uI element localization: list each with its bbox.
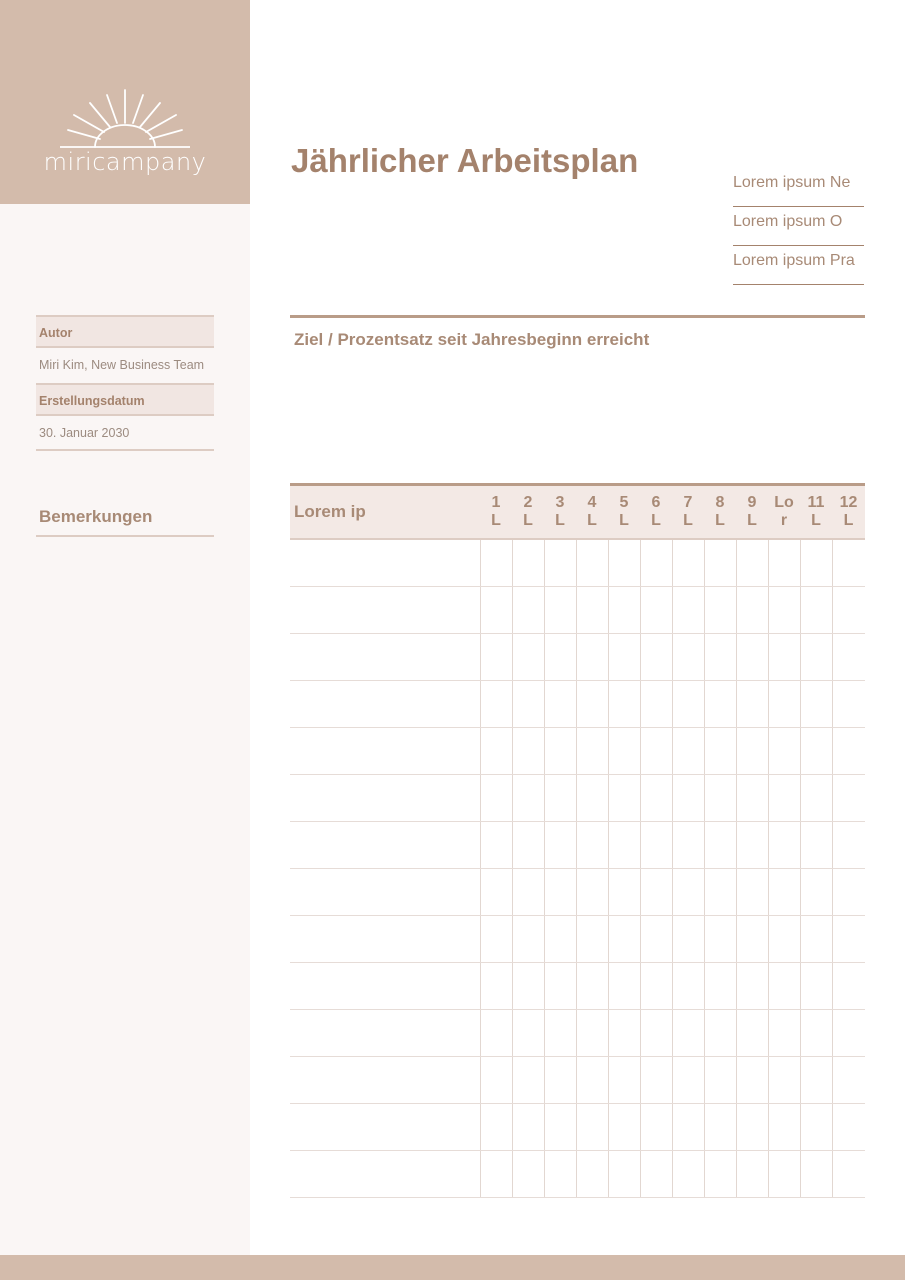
month-cell[interactable] xyxy=(768,775,800,822)
month-cell[interactable] xyxy=(512,822,544,869)
month-cell[interactable] xyxy=(768,963,800,1010)
month-cell[interactable] xyxy=(576,869,608,916)
author-label: Autor xyxy=(36,315,214,348)
month-cell[interactable] xyxy=(800,869,832,916)
month-cell[interactable] xyxy=(512,587,544,634)
month-cell[interactable] xyxy=(800,916,832,963)
month-cell[interactable] xyxy=(832,916,865,963)
task-cell[interactable] xyxy=(290,634,480,681)
month-cell[interactable] xyxy=(736,775,768,822)
month-label-suffix: r xyxy=(780,512,788,529)
month-cell[interactable] xyxy=(608,1010,640,1057)
month-cell[interactable] xyxy=(768,539,800,587)
month-cell[interactable] xyxy=(576,775,608,822)
task-cell[interactable] xyxy=(290,587,480,634)
month-cell[interactable] xyxy=(608,1151,640,1198)
month-cell[interactable] xyxy=(512,728,544,775)
month-cell[interactable] xyxy=(608,587,640,634)
month-cell[interactable] xyxy=(576,587,608,634)
month-cell[interactable] xyxy=(640,681,672,728)
month-cell[interactable] xyxy=(704,963,736,1010)
month-cell[interactable] xyxy=(832,1010,865,1057)
task-cell[interactable] xyxy=(290,1151,480,1198)
task-cell[interactable] xyxy=(290,1010,480,1057)
month-cell[interactable] xyxy=(704,634,736,681)
sunrise-icon xyxy=(60,85,190,150)
month-label-suffix: L xyxy=(683,512,693,529)
plan-table xyxy=(290,483,865,1198)
logo-text: miricampany xyxy=(43,148,207,176)
month-cell[interactable] xyxy=(576,728,608,775)
month-label: 3 xyxy=(555,494,565,511)
column-header-month xyxy=(544,485,576,540)
month-cell[interactable] xyxy=(672,681,704,728)
task-cell[interactable] xyxy=(290,539,480,587)
month-cell[interactable] xyxy=(672,775,704,822)
month-cell[interactable] xyxy=(736,1010,768,1057)
month-cell[interactable] xyxy=(640,963,672,1010)
month-cell[interactable] xyxy=(736,634,768,681)
month-cell[interactable] xyxy=(544,634,576,681)
table-row xyxy=(290,587,865,634)
month-cell[interactable] xyxy=(480,1057,512,1104)
month-cell[interactable] xyxy=(704,1010,736,1057)
month-cell[interactable] xyxy=(704,728,736,775)
month-cell[interactable] xyxy=(480,634,512,681)
month-cell[interactable] xyxy=(640,1151,672,1198)
month-label: 6 xyxy=(651,494,661,511)
month-cell[interactable] xyxy=(576,1151,608,1198)
month-label: 5 xyxy=(619,494,629,511)
month-cell[interactable] xyxy=(800,587,832,634)
month-cell[interactable] xyxy=(704,539,736,587)
month-cell[interactable] xyxy=(640,539,672,587)
month-cell[interactable] xyxy=(608,728,640,775)
goal-heading: Ziel / Prozentsatz seit Jahresbeginn erreicht xyxy=(294,330,650,349)
month-cell[interactable] xyxy=(832,1104,865,1151)
month-cell[interactable] xyxy=(736,681,768,728)
month-cell[interactable] xyxy=(608,681,640,728)
month-cell[interactable] xyxy=(544,916,576,963)
table-header-row xyxy=(290,485,865,540)
table-row xyxy=(290,1151,865,1198)
month-cell[interactable] xyxy=(768,822,800,869)
month-cell[interactable] xyxy=(832,539,865,587)
month-cell[interactable] xyxy=(640,1057,672,1104)
month-label: 4 xyxy=(587,494,597,511)
month-cell[interactable] xyxy=(768,1010,800,1057)
month-cell[interactable] xyxy=(608,1104,640,1151)
month-cell[interactable] xyxy=(480,822,512,869)
author-block xyxy=(36,315,214,451)
month-cell[interactable] xyxy=(608,963,640,1010)
month-cell[interactable] xyxy=(768,1057,800,1104)
month-cell[interactable] xyxy=(544,822,576,869)
month-cell[interactable] xyxy=(800,822,832,869)
month-cell[interactable] xyxy=(672,1057,704,1104)
month-cell[interactable] xyxy=(480,1010,512,1057)
month-cell[interactable] xyxy=(512,1010,544,1057)
month-cell[interactable] xyxy=(672,728,704,775)
page-title: Jährlicher Arbeitsplan xyxy=(291,142,639,179)
month-cell[interactable] xyxy=(800,775,832,822)
month-cell[interactable] xyxy=(480,963,512,1010)
month-cell[interactable] xyxy=(672,869,704,916)
month-cell[interactable] xyxy=(672,963,704,1010)
month-cell[interactable] xyxy=(800,1057,832,1104)
month-cell[interactable] xyxy=(832,587,865,634)
month-cell[interactable] xyxy=(576,1057,608,1104)
month-cell[interactable] xyxy=(704,1057,736,1104)
month-cell[interactable] xyxy=(736,539,768,587)
month-cell[interactable] xyxy=(768,869,800,916)
month-cell[interactable] xyxy=(736,963,768,1010)
table-row xyxy=(290,963,865,1010)
month-cell[interactable] xyxy=(704,681,736,728)
month-cell[interactable] xyxy=(832,822,865,869)
month-cell[interactable] xyxy=(704,822,736,869)
table-row xyxy=(290,916,865,963)
footer-bar xyxy=(0,1255,905,1280)
divider xyxy=(290,315,865,318)
month-label: 12 xyxy=(839,494,858,511)
month-cell[interactable] xyxy=(832,728,865,775)
task-cell[interactable] xyxy=(290,869,480,916)
month-label-suffix: L xyxy=(843,512,854,529)
month-cell[interactable] xyxy=(704,1151,736,1198)
meta-field-1: Lorem ipsum Ne xyxy=(733,168,864,207)
month-cell[interactable] xyxy=(800,539,832,587)
month-cell[interactable] xyxy=(576,634,608,681)
table-row xyxy=(290,634,865,681)
month-cell[interactable] xyxy=(608,822,640,869)
task-cell[interactable] xyxy=(290,728,480,775)
month-cell[interactable] xyxy=(608,539,640,587)
column-header-month xyxy=(480,485,512,540)
month-cell[interactable] xyxy=(512,681,544,728)
month-cell[interactable] xyxy=(672,634,704,681)
month-cell[interactable] xyxy=(800,1151,832,1198)
month-cell[interactable] xyxy=(768,681,800,728)
month-cell[interactable] xyxy=(672,1104,704,1151)
month-cell[interactable] xyxy=(576,539,608,587)
month-cell[interactable] xyxy=(800,681,832,728)
month-cell[interactable] xyxy=(640,634,672,681)
table-row xyxy=(290,1057,865,1104)
column-header-month xyxy=(672,485,704,540)
month-cell[interactable] xyxy=(832,1151,865,1198)
month-cell[interactable] xyxy=(736,1151,768,1198)
month-cell[interactable] xyxy=(512,775,544,822)
month-cell[interactable] xyxy=(480,916,512,963)
month-label-suffix: L xyxy=(651,512,661,529)
month-label-suffix: L xyxy=(811,512,821,529)
table-row xyxy=(290,775,865,822)
month-cell[interactable] xyxy=(640,916,672,963)
month-cell[interactable] xyxy=(672,1151,704,1198)
month-cell[interactable] xyxy=(544,728,576,775)
month-cell[interactable] xyxy=(608,634,640,681)
month-cell[interactable] xyxy=(608,916,640,963)
month-cell[interactable] xyxy=(768,587,800,634)
month-cell[interactable] xyxy=(672,822,704,869)
month-cell[interactable] xyxy=(640,1010,672,1057)
month-cell[interactable] xyxy=(480,587,512,634)
date-label: Erstellungsdatum xyxy=(36,383,214,416)
date-value: 30. Januar 2030 xyxy=(36,416,214,451)
column-header-name: Lorem ip xyxy=(290,485,480,540)
month-cell[interactable] xyxy=(832,869,865,916)
month-cell[interactable] xyxy=(544,539,576,587)
column-header-month xyxy=(576,485,608,540)
month-label: 8 xyxy=(715,494,725,511)
month-cell[interactable] xyxy=(512,916,544,963)
month-cell[interactable] xyxy=(544,587,576,634)
month-label: Lo xyxy=(774,494,794,511)
task-cell[interactable] xyxy=(290,1104,480,1151)
table-row xyxy=(290,728,865,775)
month-cell[interactable] xyxy=(512,1151,544,1198)
column-header-month xyxy=(608,485,640,540)
month-cell[interactable] xyxy=(800,1104,832,1151)
month-cell[interactable] xyxy=(512,634,544,681)
month-cell[interactable] xyxy=(736,587,768,634)
task-cell[interactable] xyxy=(290,681,480,728)
month-cell[interactable] xyxy=(480,869,512,916)
month-label: 11 xyxy=(807,494,825,511)
month-cell[interactable] xyxy=(544,869,576,916)
month-cell[interactable] xyxy=(608,775,640,822)
month-cell[interactable] xyxy=(480,539,512,587)
task-cell[interactable] xyxy=(290,775,480,822)
month-cell[interactable] xyxy=(544,775,576,822)
month-cell[interactable] xyxy=(768,728,800,775)
month-cell[interactable] xyxy=(672,587,704,634)
month-cell[interactable] xyxy=(544,1057,576,1104)
month-cell[interactable] xyxy=(512,1104,544,1151)
table-row xyxy=(290,1010,865,1057)
month-cell[interactable] xyxy=(544,681,576,728)
month-cell[interactable] xyxy=(544,1151,576,1198)
logo xyxy=(0,0,250,204)
meta-field-2: Lorem ipsum O xyxy=(733,207,864,246)
column-header-month xyxy=(832,485,865,540)
month-cell[interactable] xyxy=(512,539,544,587)
month-cell[interactable] xyxy=(608,1057,640,1104)
month-cell[interactable] xyxy=(544,1104,576,1151)
month-cell[interactable] xyxy=(640,728,672,775)
month-label-suffix: L xyxy=(747,512,757,529)
month-cell[interactable] xyxy=(736,728,768,775)
month-cell[interactable] xyxy=(640,1104,672,1151)
month-label-suffix: L xyxy=(523,512,533,529)
month-cell[interactable] xyxy=(480,775,512,822)
month-cell[interactable] xyxy=(640,775,672,822)
month-cell[interactable] xyxy=(480,728,512,775)
month-cell[interactable] xyxy=(672,1010,704,1057)
author-value: Miri Kim, New Business Team xyxy=(39,358,205,372)
column-header-month xyxy=(768,485,800,540)
month-cell[interactable] xyxy=(480,1151,512,1198)
task-cell[interactable] xyxy=(290,916,480,963)
month-cell[interactable] xyxy=(768,916,800,963)
meta-field-3: Lorem ipsum Pra xyxy=(733,246,864,285)
month-cell[interactable] xyxy=(736,916,768,963)
month-cell[interactable] xyxy=(704,916,736,963)
month-label-suffix: L xyxy=(555,512,565,529)
month-cell[interactable] xyxy=(480,681,512,728)
table-row xyxy=(290,681,865,728)
month-cell[interactable] xyxy=(704,587,736,634)
month-label-suffix: L xyxy=(715,512,725,529)
month-cell[interactable] xyxy=(736,822,768,869)
column-header-month xyxy=(736,485,768,540)
month-cell[interactable] xyxy=(736,1104,768,1151)
month-cell[interactable] xyxy=(768,634,800,681)
column-header-month xyxy=(704,485,736,540)
month-cell[interactable] xyxy=(576,963,608,1010)
month-cell[interactable] xyxy=(640,587,672,634)
month-cell[interactable] xyxy=(832,963,865,1010)
table-row xyxy=(290,869,865,916)
task-cell[interactable] xyxy=(290,822,480,869)
column-header-month xyxy=(512,485,544,540)
column-header-month xyxy=(800,485,832,540)
table-row xyxy=(290,539,865,587)
month-cell[interactable] xyxy=(800,634,832,681)
month-cell[interactable] xyxy=(832,634,865,681)
month-cell[interactable] xyxy=(768,1104,800,1151)
month-label: 1 xyxy=(491,494,501,511)
month-label: 2 xyxy=(523,494,533,511)
month-cell[interactable] xyxy=(800,1010,832,1057)
table-row xyxy=(290,1104,865,1151)
month-cell[interactable] xyxy=(640,869,672,916)
month-cell[interactable] xyxy=(512,1057,544,1104)
month-label-suffix: L xyxy=(587,512,597,529)
month-label-suffix: L xyxy=(619,512,629,529)
month-cell[interactable] xyxy=(832,775,865,822)
month-cell[interactable] xyxy=(544,963,576,1010)
month-cell[interactable] xyxy=(704,869,736,916)
task-cell[interactable] xyxy=(290,1057,480,1104)
month-cell[interactable] xyxy=(576,1010,608,1057)
month-cell[interactable] xyxy=(576,916,608,963)
month-cell[interactable] xyxy=(576,822,608,869)
month-cell[interactable] xyxy=(736,869,768,916)
month-cell[interactable] xyxy=(512,963,544,1010)
month-cell[interactable] xyxy=(672,539,704,587)
month-cell[interactable] xyxy=(768,1151,800,1198)
month-cell[interactable] xyxy=(704,775,736,822)
month-cell[interactable] xyxy=(672,916,704,963)
task-cell[interactable] xyxy=(290,963,480,1010)
month-cell[interactable] xyxy=(512,869,544,916)
month-label: 7 xyxy=(683,494,693,511)
month-label-suffix: L xyxy=(491,512,501,529)
month-cell[interactable] xyxy=(640,822,672,869)
month-cell[interactable] xyxy=(832,681,865,728)
month-cell[interactable] xyxy=(480,1104,512,1151)
month-cell[interactable] xyxy=(800,963,832,1010)
table-row xyxy=(290,822,865,869)
remarks-heading: Bemerkungen xyxy=(36,498,214,537)
month-cell[interactable] xyxy=(544,1010,576,1057)
month-cell[interactable] xyxy=(800,728,832,775)
month-cell[interactable] xyxy=(608,869,640,916)
month-cell[interactable] xyxy=(832,1057,865,1104)
column-header-month xyxy=(640,485,672,540)
month-label: 9 xyxy=(747,494,757,511)
month-cell[interactable] xyxy=(736,1057,768,1104)
month-cell[interactable] xyxy=(576,681,608,728)
month-cell[interactable] xyxy=(576,1104,608,1151)
month-cell[interactable] xyxy=(704,1104,736,1151)
